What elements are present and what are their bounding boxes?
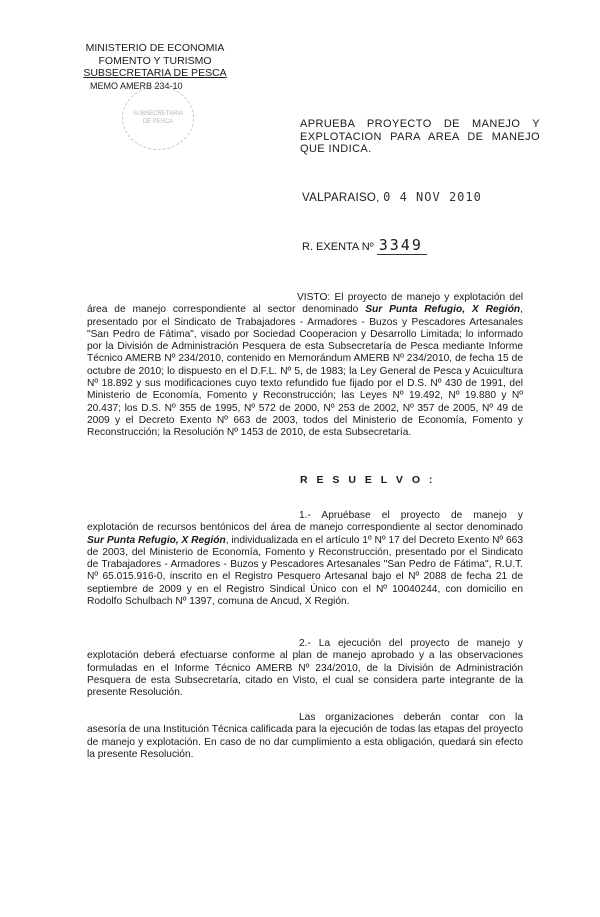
resuelvo-heading: R E S U E L V O : — [300, 474, 436, 486]
point1-paragraph — [87, 510, 523, 608]
point1-sector: Sur Punta Refugio, X Región — [87, 534, 226, 546]
visto-text-b: , presentado por el Sindicato de Trabajadores - Armadores - Buzos y Pescadores Artesanales "San Pedro de Fátima", visado por Sociedad Cooperacion y Desarrollo Limitada; lo informado por la División de Administración Pesquera de esta Subsecretaría de Pesca mediante Informe Técnico AMERB Nº 234/2010, contenido en Memorándum AMERB Nº 234/2010, de fecha 15 de octubre de 2010; lo dispuesto en el D.F.L. Nº 5, de 1983; la Ley General de Pesca y Acuicultura Nº 18.892 y sus modificaciones cuyo texto refundido fue fijado por el D.S. Nº 430 de 1991, del Ministerio de Economía, Fomento y Reconstrucción; las Leyes Nº 19.492, Nº 19.880 y Nº 20.437; los D.S. Nº 355 de 1995, Nº 572 de 2000, Nº 253 de 2002, Nº 357 de 2005, Nº 49 de 2009 y el Decreto Exento Nº 663 de 2003, todos del Ministerio de Economía, Fomento y Reconstrucción; la Resolución Nº 1453 de 2010, de esta Subsecretaría. — [87, 304, 523, 439]
resolution-number: 3349 — [377, 236, 427, 255]
point2-paragraph — [87, 638, 523, 699]
ministry-subname: FOMENTO Y TURISMO — [98, 54, 212, 67]
resolution-label: R. EXENTA — [302, 241, 359, 253]
visto-text-a: El proyecto de manejo y explotación del área de manejo correspondiente al sector denominado — [87, 292, 523, 316]
memo-reference: MEMO AMERB 234-10 — [90, 80, 183, 91]
resolution-number-line — [302, 236, 427, 254]
visto-sector: Sur Punta Refugio, X Región — [365, 304, 521, 316]
document-subject: APRUEBA PROYECTO DE MANEJO Y EXPLOTACION PARA AREA DE MANEJO QUE INDICA. — [300, 118, 540, 155]
visto-lead: VISTO: — [297, 292, 331, 303]
official-seal-stamp: SUBSECRETARIA DE PESCA — [122, 86, 194, 150]
place-date — [302, 190, 482, 204]
point3-text: Las organizaciones deberán contar con la asesoría de una Institución Técnica calificada para la ejecución de todas las etapas del proyecto de manejo y explotación. En caso de no dar cumplimiento a esta obligación, quedará sin efecto la presente Resolución. — [87, 712, 523, 760]
ministry-header — [70, 42, 240, 92]
point1-text-b: , individualizada en el artículo 1º Nº 17 del Decreto Exento Nº 663 de 2003, del Ministerio de Economía, Fomento y Reconstrucción, presentado por el Sindicato de Trabajadores - Armadores - Buzos y Pescadores Artesanales "San Pedro de Fátima", R.U.T. Nº 65.015.916-0, inscrito en el Registro Pesquero Artesanal bajo el Nº 2088 de fecha 21 de septiembre de 2009 y en el Registro Sindical Único con el Nº 10040244, con domicilio en Rodolfo Schulbach Nº 1397, comuna de Ancud, X Región. — [87, 534, 523, 608]
date-stamp: 0 4 NOV 2010 — [383, 190, 482, 204]
point2-text: 2.- La ejecución del proyecto de manejo y explotación deberá efectuarse conforme al plan de manejo aprobado y a las observaciones formuladas en el Informe Técnico AMERB Nº 234/2010, de la División de Administración Pesquera de esta Subsecretaría, citado en Visto, el cual se considera parte integrante de la presente Resolución. — [87, 638, 523, 699]
point1-lead: 1.- Apruébase el proyecto de manejo y explotación de recursos bentónicos del área de manejo correspondiente al sector denominado — [87, 510, 523, 534]
subsecretaria-name: SUBSECRETARIA DE PESCA — [83, 67, 227, 79]
ministry-name: MINISTERIO DE ECONOMIA — [85, 42, 225, 54]
visto-paragraph — [87, 292, 523, 440]
place: VALPARAISO, — [302, 192, 380, 204]
point3-paragraph — [87, 712, 523, 761]
resolution-no-label: Nº — [361, 241, 374, 253]
